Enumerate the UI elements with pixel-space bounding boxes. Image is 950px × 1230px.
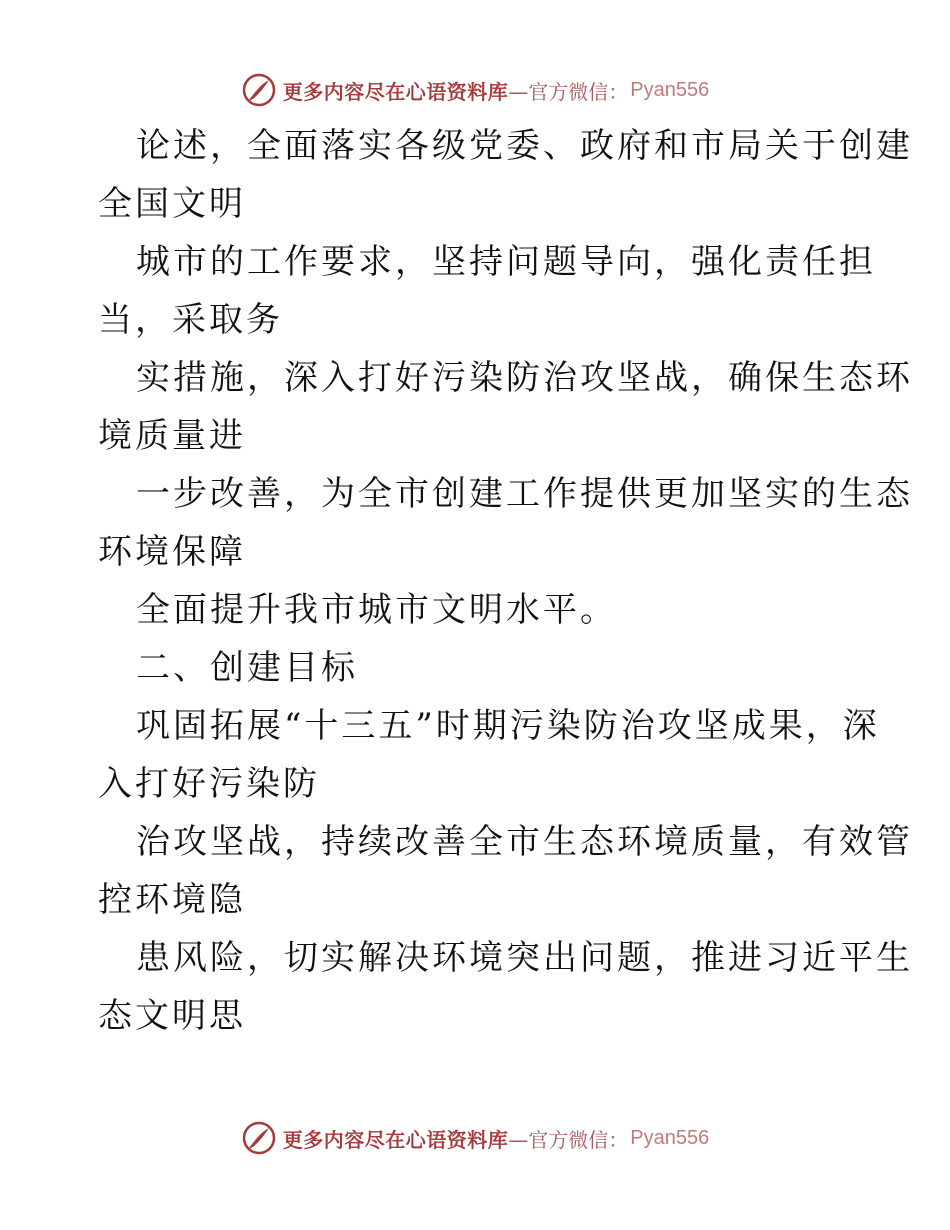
body-line: 实措施，深入打好污染防治攻坚战，确保生态环 (136, 358, 913, 398)
body-line: 患风险，切实解决环境突出问题，推进习近平生 (136, 938, 913, 978)
body-line: 全面提升我市城市文明水平。 (136, 590, 617, 630)
banner-wechat-id: Pyan556 (630, 1126, 710, 1149)
body-line: 当，采取务 (98, 300, 283, 340)
quill-logo-icon (241, 72, 277, 108)
body-line: 态文明思 (98, 996, 246, 1036)
banner-sub-text: —官方微信： (508, 79, 629, 104)
header-banner (0, 70, 950, 110)
body-line: 环境保障 (98, 532, 246, 572)
body-line: 巩固拓展“十三五”时期污染防治攻坚成果，深 (136, 706, 880, 746)
banner-main-text: 更多内容尽在心语资料库 (282, 1127, 509, 1152)
section-heading: 二、创建目标 (136, 648, 358, 688)
body-line: 入打好污染防 (98, 764, 320, 804)
banner-sub-text: —官方微信： (508, 1127, 629, 1152)
body-line: 论述，全面落实各级党委、政府和市局关于创建 (136, 126, 913, 166)
body-line: 境质量进 (98, 416, 246, 456)
body-line: 城市的工作要求，坚持问题导向，强化责任担 (136, 242, 876, 282)
footer-banner (0, 1118, 950, 1158)
quill-logo-icon (241, 1120, 277, 1156)
banner-main-text: 更多内容尽在心语资料库 (282, 79, 509, 104)
document-body (98, 117, 913, 1045)
body-line: 控环境隐 (98, 880, 246, 920)
body-line: 全国文明 (98, 184, 246, 224)
body-line: 治攻坚战，持续改善全市生态环境质量，有效管 (136, 822, 913, 862)
banner-wechat-id: Pyan556 (630, 78, 710, 101)
body-line: 一步改善，为全市创建工作提供更加坚实的生态 (136, 474, 913, 514)
